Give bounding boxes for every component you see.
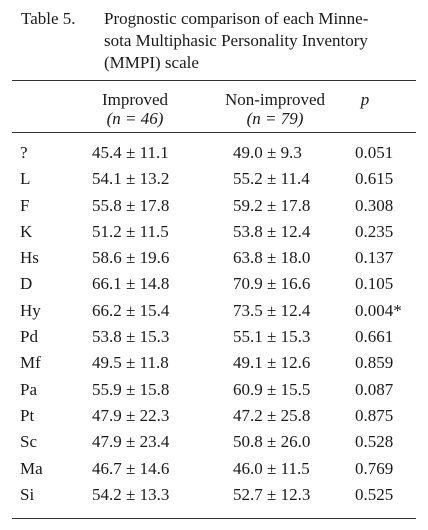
improved-cell: 45.4 ± 11.1 — [92, 143, 169, 162]
improved-cell: 53.8 ± 15.3 — [92, 327, 170, 347]
nonimproved-cell: 46.0 ± 11.5 — [233, 458, 310, 478]
improved-cell: 55.9 ± 15.8 — [92, 379, 170, 399]
p-value-cell: 0.105 — [355, 274, 394, 294]
nonimproved-cell: 59.2 ± 17.8 — [233, 195, 311, 215]
scale-cell: Mf — [20, 353, 41, 373]
improved-cell: 66.2 ± 15.4 — [92, 300, 170, 320]
p-value-cell: 0.661 — [355, 327, 394, 347]
p-value-cell: 0.875 — [355, 405, 394, 425]
table-row — [0, 194, 428, 220]
table-row — [0, 430, 428, 456]
nonimproved-cell: 70.9 ± 16.6 — [233, 274, 311, 294]
p-value-cell: 0.235 — [355, 221, 394, 241]
scale-cell: Si — [20, 484, 35, 504]
p-value-cell: 0.615 — [355, 169, 394, 189]
nonimproved-cell: 55.1 ± 15.3 — [233, 327, 311, 347]
p-value-cell: 0.051 — [355, 143, 394, 162]
table-row — [0, 220, 428, 246]
scale-cell: ? — [20, 143, 28, 162]
p-value-cell: 0.769 — [355, 458, 394, 478]
table-row — [0, 141, 428, 167]
header-nonimproved — [212, 90, 338, 128]
top-rule — [12, 80, 416, 81]
scale-cell: K — [20, 221, 33, 241]
improved-cell: 54.1 ± 13.2 — [92, 169, 170, 189]
improved-cell: 66.1 ± 14.8 — [92, 274, 170, 294]
header-nonimproved-n: (n = 79) — [246, 109, 304, 128]
table-title-line: sota Multiphasic Personality Inventory — [104, 31, 368, 50]
header-improved-label: Improved — [101, 90, 169, 109]
p-value-cell: 0.004* — [355, 300, 402, 320]
nonimproved-cell: 47.2 ± 25.8 — [233, 405, 311, 425]
table-body — [0, 141, 428, 509]
table-label: Table 5. — [21, 9, 76, 28]
table-row — [0, 299, 428, 325]
scale-cell: Pa — [20, 379, 37, 399]
scale-cell: F — [20, 195, 30, 215]
scale-cell: Pd — [20, 327, 38, 347]
table-row — [0, 272, 428, 298]
nonimproved-cell: 49.0 ± 9.3 — [233, 143, 302, 162]
table-title — [104, 8, 422, 74]
scale-cell: Hs — [20, 248, 39, 268]
improved-cell: 49.5 ± 11.8 — [92, 353, 169, 373]
nonimproved-cell: 63.8 ± 18.0 — [233, 248, 311, 268]
nonimproved-cell: 53.8 ± 12.4 — [233, 221, 311, 241]
table-row — [0, 167, 428, 193]
improved-cell: 55.8 ± 17.8 — [92, 195, 170, 215]
improved-cell: 46.7 ± 14.6 — [92, 458, 170, 478]
scale-cell: Sc — [20, 432, 37, 452]
table-row — [0, 325, 428, 351]
table-row — [0, 457, 428, 483]
scale-cell: D — [20, 274, 33, 294]
improved-cell: 54.2 ± 13.3 — [92, 484, 170, 504]
improved-cell: 58.6 ± 19.6 — [92, 248, 170, 268]
table-row — [0, 246, 428, 272]
table-row — [0, 404, 428, 430]
scale-cell: L — [20, 169, 31, 189]
scale-cell: Pt — [20, 405, 35, 425]
header-rule — [12, 132, 416, 133]
nonimproved-cell: 60.9 ± 15.5 — [233, 379, 311, 399]
scale-cell: Ma — [20, 458, 43, 478]
header-p: p — [360, 90, 370, 109]
bottom-rule — [12, 518, 416, 519]
p-value-cell: 0.859 — [355, 353, 394, 373]
nonimproved-cell: 52.7 ± 12.3 — [233, 484, 311, 504]
table-row — [0, 483, 428, 509]
improved-cell: 47.9 ± 23.4 — [92, 432, 170, 452]
table-row — [0, 351, 428, 377]
p-value-cell: 0.137 — [355, 248, 394, 268]
improved-cell: 47.9 ± 22.3 — [92, 405, 170, 425]
header-improved-n: (n = 46) — [106, 109, 164, 128]
header-improved — [72, 90, 198, 128]
p-value-cell: 0.525 — [355, 484, 394, 504]
p-value-cell: 0.528 — [355, 432, 394, 452]
improved-cell: 51.2 ± 11.5 — [92, 221, 169, 241]
scale-cell: Hy — [20, 300, 41, 320]
nonimproved-cell: 73.5 ± 12.4 — [233, 300, 311, 320]
table-row — [0, 378, 428, 404]
header-nonimproved-label: Non-improved — [224, 90, 326, 109]
nonimproved-cell: 50.8 ± 26.0 — [233, 432, 311, 452]
table-title-line: (MMPI) scale — [104, 53, 199, 72]
nonimproved-cell: 55.2 ± 11.4 — [233, 169, 310, 189]
table-title-line: Prognostic comparison of each Minne- — [104, 9, 369, 28]
nonimproved-cell: 49.1 ± 12.6 — [233, 353, 311, 373]
p-value-cell: 0.308 — [355, 195, 394, 215]
p-value-cell: 0.087 — [355, 379, 394, 399]
